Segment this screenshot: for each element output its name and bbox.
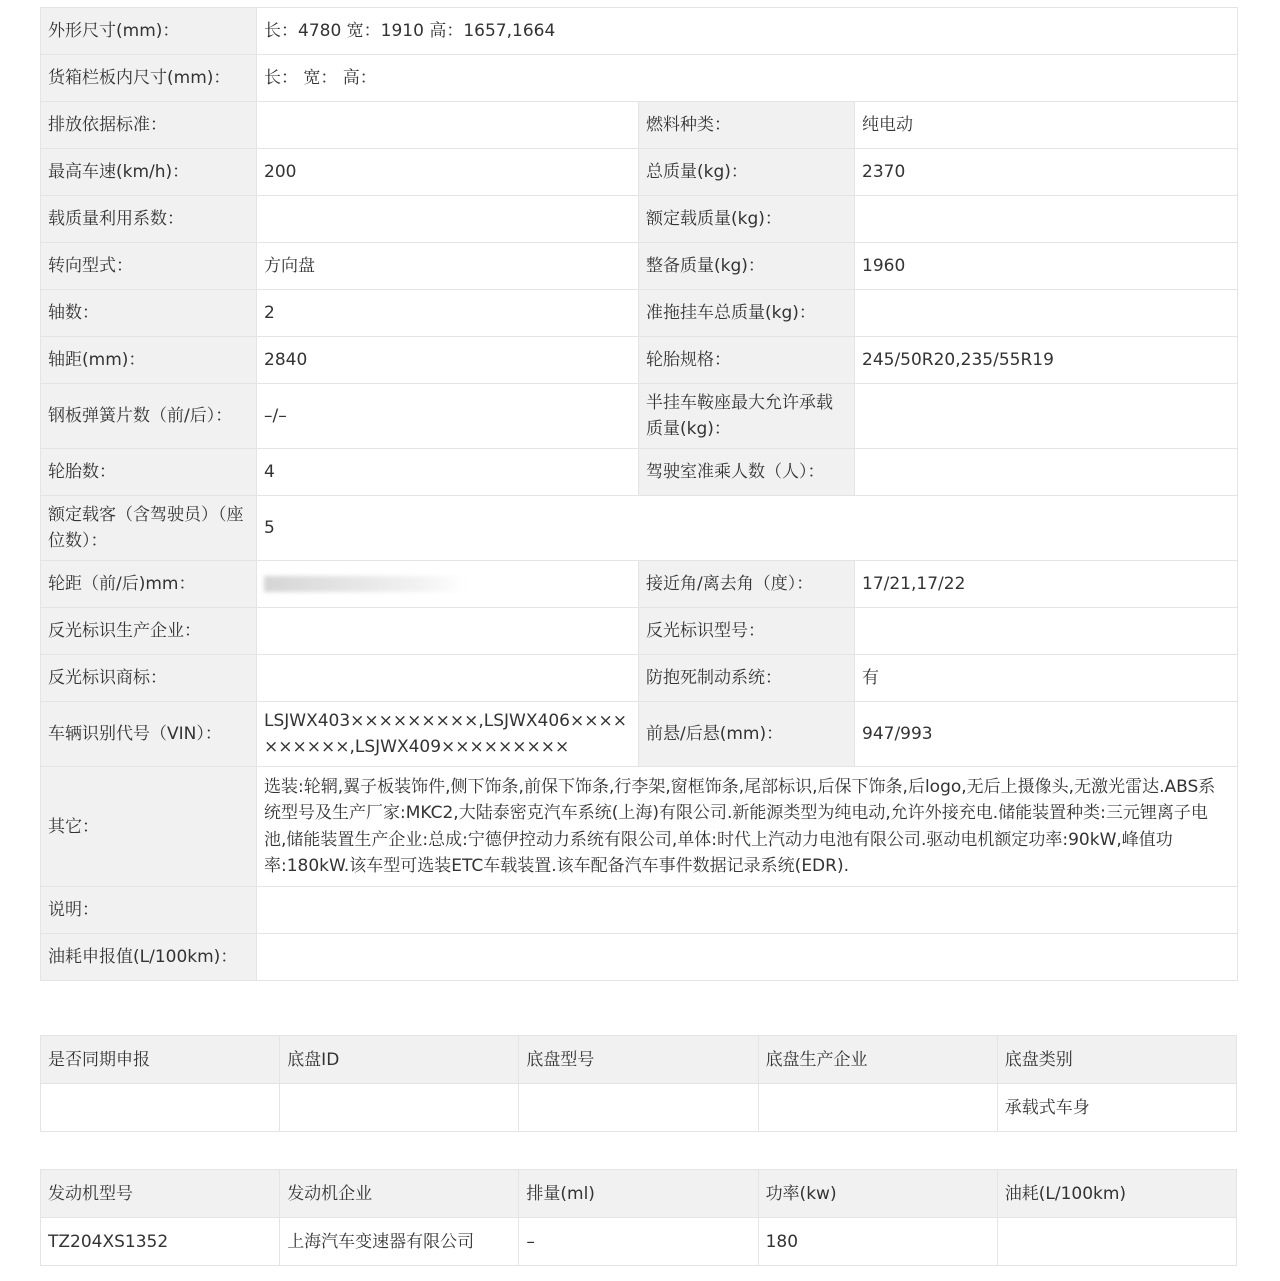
table-cell (758, 1084, 997, 1132)
spec-row (41, 702, 1238, 767)
spec-row (41, 384, 1238, 449)
chassis-table (40, 1035, 1237, 1132)
spec-label: 燃料种类： (639, 102, 855, 149)
spec-value: 长： 宽： 高： (257, 55, 1238, 102)
spec-value: –/– (257, 384, 639, 449)
spec-label: 半挂车鞍座最大允许承载质量(kg)： (639, 384, 855, 449)
spec-value: 1960 (855, 243, 1238, 290)
spec-row (41, 767, 1238, 887)
table-cell: – (519, 1218, 758, 1266)
spec-row (41, 196, 1238, 243)
vehicle-spec-table (40, 7, 1238, 981)
spec-value (257, 561, 639, 608)
spec-label: 轴数： (41, 290, 257, 337)
spec-value: 长：4780 宽：1910 高：1657,1664 (257, 8, 1238, 55)
spec-label: 货箱栏板内尺寸(mm)： (41, 55, 257, 102)
spec-value: 2 (257, 290, 639, 337)
spec-value: 245/50R20,235/55R19 (855, 337, 1238, 384)
spec-label: 反光标识生产企业： (41, 608, 257, 655)
spec-value (855, 290, 1238, 337)
spec-value: 200 (257, 149, 639, 196)
spec-value (257, 655, 639, 702)
column-header: 底盘ID (280, 1036, 519, 1084)
spec-value (855, 196, 1238, 243)
redacted-blur (264, 576, 464, 592)
engine-table (40, 1169, 1237, 1266)
spec-label: 油耗申报值(L/100km)： (41, 934, 257, 981)
spec-value: 2840 (257, 337, 639, 384)
spec-value (257, 196, 639, 243)
column-header: 排量(ml) (519, 1170, 758, 1218)
spec-value (855, 608, 1238, 655)
spec-row (41, 934, 1238, 981)
spec-value: 947/993 (855, 702, 1238, 767)
spec-value: 纯电动 (855, 102, 1238, 149)
spec-label: 额定载质量(kg)： (639, 196, 855, 243)
spec-label: 反光标识商标： (41, 655, 257, 702)
table-cell (519, 1084, 758, 1132)
column-header: 发动机企业 (280, 1170, 519, 1218)
spec-row (41, 561, 1238, 608)
column-header: 底盘生产企业 (758, 1036, 997, 1084)
spec-label: 前悬/后悬(mm)： (639, 702, 855, 767)
table-row (41, 1084, 1237, 1132)
column-header: 发动机型号 (41, 1170, 280, 1218)
table-row (41, 1218, 1237, 1266)
spec-label: 防抱死制动系统： (639, 655, 855, 702)
spec-label: 准拖挂车总质量(kg)： (639, 290, 855, 337)
table-cell (280, 1084, 519, 1132)
spec-label: 说明： (41, 887, 257, 934)
spec-value: 5 (257, 496, 1238, 561)
column-header: 是否同期申报 (41, 1036, 280, 1084)
spec-value: 2370 (855, 149, 1238, 196)
spec-value: 选装:轮辋,翼子板装饰件,侧下饰条,前保下饰条,行李架,窗框饰条,尾部标识,后保下饰条,后logo,无后上摄像头,无激光雷达.ABS系统型号及生产厂家:MKC2,大陆泰密克汽车系统(上海)有限公司.新能源类型为纯电动,允许外接充电.储能装置种类:三元锂离子电池,储能装置生产企业:总成:宁德伊控动力系统有限公司,单体:时代上汽动力电池有限公司.驱动电机额定功率:90kW,峰值功率:180kW.该车型可选装ETC车载装置.该车配备汽车事件数据记录系统(EDR). (257, 767, 1238, 887)
spec-value (855, 449, 1238, 496)
spec-label: 车辆识别代号（VIN）： (41, 702, 257, 767)
spec-label: 接近角/离去角（度）： (639, 561, 855, 608)
spec-row (41, 55, 1238, 102)
spec-label: 反光标识型号： (639, 608, 855, 655)
spec-label: 最高车速(km/h)： (41, 149, 257, 196)
spec-label: 排放依据标准： (41, 102, 257, 149)
spec-row (41, 290, 1238, 337)
spec-label: 轴距(mm)： (41, 337, 257, 384)
spec-value (257, 102, 639, 149)
spec-label: 其它： (41, 767, 257, 887)
spec-value: 方向盘 (257, 243, 639, 290)
spec-row (41, 337, 1238, 384)
spec-row (41, 149, 1238, 196)
column-header: 底盘型号 (519, 1036, 758, 1084)
table-cell: TZ204XS1352 (41, 1218, 280, 1266)
spec-row (41, 608, 1238, 655)
table-cell: 上海汽车变速器有限公司 (280, 1218, 519, 1266)
spec-label: 钢板弹簧片数（前/后）： (41, 384, 257, 449)
table-cell (41, 1084, 280, 1132)
spec-value: 4 (257, 449, 639, 496)
spec-value: LSJWX403×××××××××,LSJWX406××××××××××,LSJWX409××××××××× (257, 702, 639, 767)
spec-row (41, 243, 1238, 290)
spec-label: 额定载客（含驾驶员）（座位数）： (41, 496, 257, 561)
spec-label: 轮距（前/后)mm： (41, 561, 257, 608)
spec-label: 整备质量(kg)： (639, 243, 855, 290)
spec-row (41, 496, 1238, 561)
table-header-row (41, 1170, 1237, 1218)
column-header: 底盘类别 (997, 1036, 1236, 1084)
spec-row (41, 102, 1238, 149)
spec-row (41, 449, 1238, 496)
column-header: 功率(kw) (758, 1170, 997, 1218)
spec-row (41, 887, 1238, 934)
spec-value: 有 (855, 655, 1238, 702)
spec-label: 总质量(kg)： (639, 149, 855, 196)
spec-label: 载质量利用系数： (41, 196, 257, 243)
column-header: 油耗(L/100km) (997, 1170, 1236, 1218)
spec-label: 轮胎数： (41, 449, 257, 496)
spec-value (257, 887, 1238, 934)
spec-value (855, 384, 1238, 449)
spec-label: 转向型式： (41, 243, 257, 290)
table-header-row (41, 1036, 1237, 1084)
spec-label: 驾驶室准乘人数（人）： (639, 449, 855, 496)
spec-row (41, 8, 1238, 55)
spec-label: 外形尺寸(mm)： (41, 8, 257, 55)
spec-value: 17/21,17/22 (855, 561, 1238, 608)
spec-label: 轮胎规格： (639, 337, 855, 384)
table-cell: 承载式车身 (997, 1084, 1236, 1132)
table-cell: 180 (758, 1218, 997, 1266)
spec-value (257, 608, 639, 655)
table-cell (997, 1218, 1236, 1266)
spec-row (41, 655, 1238, 702)
spec-value (257, 934, 1238, 981)
